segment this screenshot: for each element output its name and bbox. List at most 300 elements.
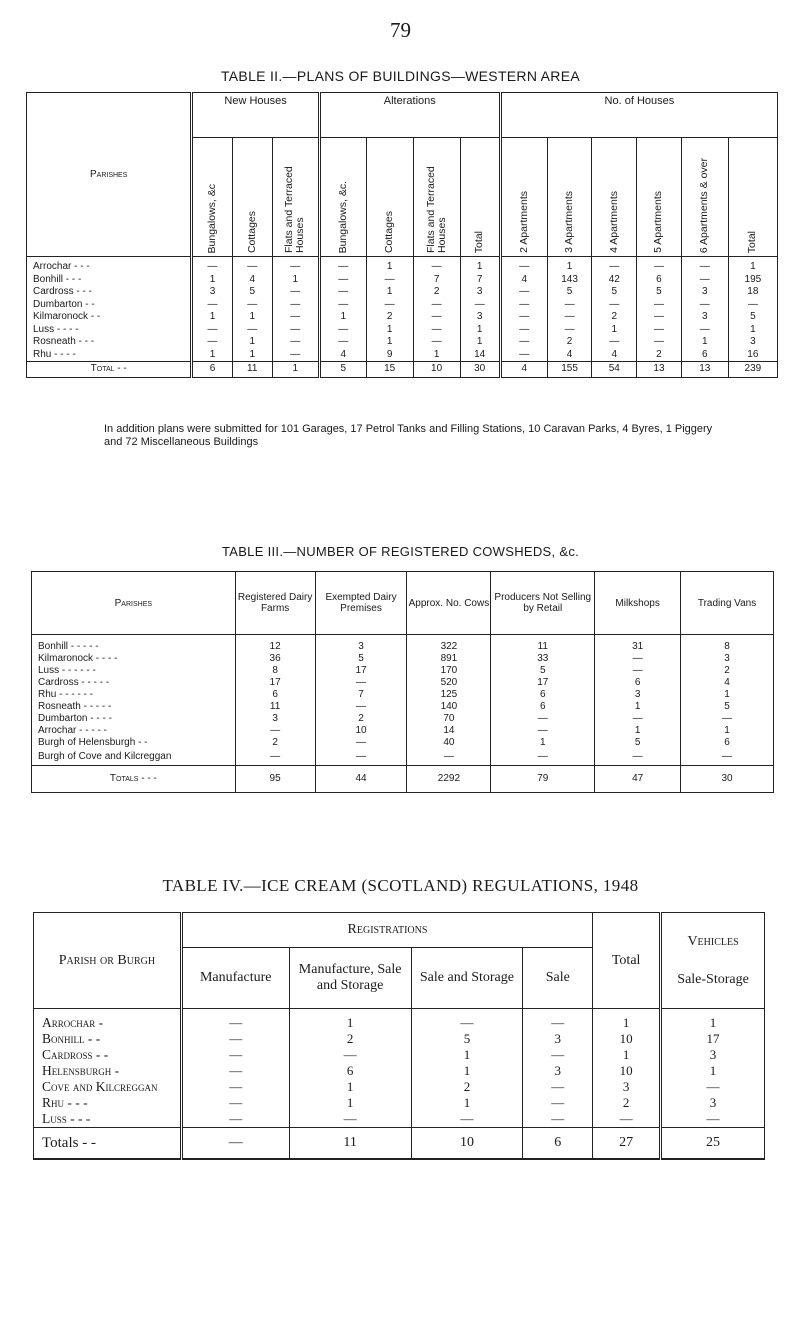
- table-cell: 2: [366, 311, 413, 324]
- t4-header-total: Total: [593, 913, 661, 1009]
- table-row: [34, 1047, 765, 1063]
- table-cell: 42: [592, 274, 637, 287]
- table-cell: —: [500, 286, 547, 299]
- table-cell: 7: [413, 274, 460, 287]
- table-cell: 1: [366, 286, 413, 299]
- total-label: Totals - - -: [32, 766, 236, 793]
- table-cell: 10: [315, 725, 407, 737]
- table-cell: —: [681, 274, 728, 287]
- table-cell: —: [272, 311, 319, 324]
- table-cell: —: [315, 677, 407, 689]
- table4: [33, 912, 765, 1160]
- row-label: Kilmaronock - - - -: [32, 653, 236, 665]
- table-cell: 3: [681, 653, 774, 665]
- table-cell: 1: [593, 1009, 661, 1032]
- table-cell: 5: [681, 701, 774, 713]
- t3-header-registered: Registered Dairy Farms: [235, 572, 315, 635]
- table-cell: 14: [407, 725, 491, 737]
- table-cell: 11: [235, 701, 315, 713]
- table-cell: —: [500, 311, 547, 324]
- t3-header-exempted: Exempted Dairy Premises: [315, 572, 407, 635]
- table2: [26, 92, 778, 378]
- table-cell: —: [547, 299, 592, 312]
- table-cell: —: [491, 713, 595, 725]
- table-cell: 1: [232, 349, 272, 362]
- t4-header-mss: Manufacture, Sale and Storage: [289, 948, 411, 1009]
- table-cell: —: [232, 299, 272, 312]
- row-label: Rhu - - - -: [27, 349, 192, 362]
- row-label: Arrochar -: [34, 1009, 182, 1032]
- table-cell: 4: [500, 274, 547, 287]
- table-cell: 3: [661, 1047, 765, 1063]
- total-cell: 47: [595, 766, 681, 793]
- col-nh-bungalows: Bungalows, &c: [206, 183, 218, 253]
- table-cell: 1: [460, 336, 500, 349]
- table-row: [32, 689, 774, 701]
- table-cell: 2: [235, 737, 315, 749]
- table-cell: 5: [411, 1031, 523, 1047]
- table-cell: 322: [407, 635, 491, 654]
- table-cell: —: [661, 1079, 765, 1095]
- table-cell: 10: [593, 1063, 661, 1079]
- table-cell: 3: [315, 635, 407, 654]
- total-cell: 95: [235, 766, 315, 793]
- table-cell: 70: [407, 713, 491, 725]
- total-cell: 155: [547, 362, 592, 378]
- table-cell: —: [523, 1111, 593, 1128]
- table-cell: 520: [407, 677, 491, 689]
- table-cell: 5: [232, 286, 272, 299]
- table-cell: 6: [491, 689, 595, 701]
- table-cell: —: [413, 311, 460, 324]
- table-cell: —: [315, 737, 407, 749]
- table-cell: 3: [728, 336, 777, 349]
- table-cell: —: [319, 274, 366, 287]
- parishes-header: Parishes: [27, 93, 192, 257]
- table-cell: 5: [637, 286, 682, 299]
- table-cell: 36: [235, 653, 315, 665]
- table-cell: —: [500, 257, 547, 274]
- t4-header-parish: Parish or Burgh: [34, 913, 182, 1009]
- table-cell: 2: [289, 1031, 411, 1047]
- table-cell: —: [181, 1009, 289, 1032]
- table-cell: 2: [681, 665, 774, 677]
- t4-vehicles-label: Vehicles: [687, 933, 739, 949]
- table-cell: 5: [315, 653, 407, 665]
- table-cell: —: [192, 299, 232, 312]
- t3-header-cows: Approx. No. Cows: [407, 572, 491, 635]
- no-of-houses-header: No. of Houses: [500, 93, 777, 138]
- table-cell: —: [272, 324, 319, 337]
- table-cell: 17: [661, 1031, 765, 1047]
- table-row: [27, 349, 778, 362]
- row-label: Kilmaronock - -: [27, 311, 192, 324]
- table-cell: —: [366, 299, 413, 312]
- table-cell: —: [272, 257, 319, 274]
- table-cell: —: [681, 713, 774, 725]
- table-cell: —: [728, 299, 777, 312]
- table-cell: 4: [319, 349, 366, 362]
- table-cell: 3: [593, 1079, 661, 1095]
- table-cell: —: [681, 749, 774, 766]
- t3-header-milkshops: Milkshops: [595, 572, 681, 635]
- table-cell: —: [593, 1111, 661, 1128]
- table-cell: 6: [637, 274, 682, 287]
- col-nh-cottages: Cottages: [245, 210, 258, 253]
- table-cell: —: [289, 1111, 411, 1128]
- col-h-3: 3 Apartments: [563, 191, 576, 253]
- row-label: Bonhill - -: [34, 1031, 182, 1047]
- t3-header-producers: Producers Not Selling by Retail: [491, 572, 595, 635]
- row-label: Rosneath - - -: [27, 336, 192, 349]
- new-houses-header: New Houses: [192, 93, 319, 138]
- table-cell: —: [181, 1063, 289, 1079]
- table-cell: 195: [728, 274, 777, 287]
- table-cell: 1: [460, 257, 500, 274]
- table-cell: 9: [366, 349, 413, 362]
- table-cell: —: [637, 311, 682, 324]
- table-row: [34, 1095, 765, 1111]
- table-cell: 17: [315, 665, 407, 677]
- table-cell: —: [366, 274, 413, 287]
- table-cell: —: [595, 653, 681, 665]
- total-cell: 5: [319, 362, 366, 378]
- table-cell: —: [181, 1047, 289, 1063]
- table-row: [32, 677, 774, 689]
- t4-header-sale: Sale: [523, 948, 593, 1009]
- table-row: [32, 713, 774, 725]
- table-cell: 1: [460, 324, 500, 337]
- total-cell: 11: [232, 362, 272, 378]
- table-cell: —: [637, 336, 682, 349]
- row-label: Cove and Kilcreggan: [34, 1079, 182, 1095]
- total-cell: 4: [500, 362, 547, 378]
- table-cell: 3: [192, 286, 232, 299]
- row-label: Arrochar - - -: [27, 257, 192, 274]
- table-cell: —: [681, 257, 728, 274]
- table-cell: 1: [289, 1009, 411, 1032]
- row-label: Cardross - - - - -: [32, 677, 236, 689]
- table-cell: 7: [315, 689, 407, 701]
- table-row: [27, 257, 778, 274]
- table-row: [32, 653, 774, 665]
- table-cell: 1: [289, 1079, 411, 1095]
- table-cell: 1: [366, 257, 413, 274]
- table-row: [34, 1031, 765, 1047]
- total-cell: 30: [460, 362, 500, 378]
- table-cell: 7: [460, 274, 500, 287]
- table-cell: —: [181, 1111, 289, 1128]
- col-h-5: 5 Apartments: [652, 191, 665, 253]
- table-cell: 2: [637, 349, 682, 362]
- table-cell: 1: [192, 349, 232, 362]
- table-row: [34, 1111, 765, 1128]
- total-cell: 239: [728, 362, 777, 378]
- table-cell: 6: [681, 349, 728, 362]
- table-cell: 2: [547, 336, 592, 349]
- table-cell: 1: [366, 336, 413, 349]
- table-row: [27, 324, 778, 337]
- row-label: Bonhill - - - - -: [32, 635, 236, 654]
- table-row: [34, 1079, 765, 1095]
- table-row: [34, 1063, 765, 1079]
- table-cell: —: [411, 1111, 523, 1128]
- t4-header-sale-storage: Sale and Storage: [411, 948, 523, 1009]
- row-label: Rhu - - -: [34, 1095, 182, 1111]
- table2-note: In addition plans were submitted for 101 Garages, 17 Petrol Tanks and Filling Stations, 10 Caravan Parks, 4 Byres, 1 Piggery and 72 Miscellaneous Buildings: [104, 423, 713, 448]
- table-cell: 1: [592, 324, 637, 337]
- table-cell: 1: [491, 737, 595, 749]
- total-cell: 30: [681, 766, 774, 793]
- table-cell: 10: [593, 1031, 661, 1047]
- table-cell: —: [637, 299, 682, 312]
- table-cell: 1: [272, 274, 319, 287]
- table-cell: —: [272, 299, 319, 312]
- table-cell: 1: [411, 1095, 523, 1111]
- table-cell: 1: [728, 257, 777, 274]
- table-cell: 1: [661, 1009, 765, 1032]
- row-label: Burgh of Helensburgh - -: [32, 737, 236, 749]
- t4-header-manufacture: Manufacture: [181, 948, 289, 1009]
- table-cell: 12: [235, 635, 315, 654]
- table-cell: 3: [681, 311, 728, 324]
- table-cell: —: [523, 1079, 593, 1095]
- table-cell: 891: [407, 653, 491, 665]
- table-cell: —: [500, 336, 547, 349]
- table-cell: —: [500, 299, 547, 312]
- total-cell: 44: [315, 766, 407, 793]
- table3: [31, 571, 774, 793]
- row-label: Luss - - - -: [27, 324, 192, 337]
- table-cell: 1: [232, 311, 272, 324]
- table-cell: 5: [491, 665, 595, 677]
- table-cell: —: [407, 749, 491, 766]
- total-cell: 13: [681, 362, 728, 378]
- table-cell: 143: [547, 274, 592, 287]
- col-al-flats: Flats and Terraced Houses: [424, 166, 448, 253]
- table-cell: 17: [235, 677, 315, 689]
- table-cell: 2: [315, 713, 407, 725]
- table2-body: [27, 257, 778, 378]
- table-row: [34, 1009, 765, 1032]
- table-cell: 1: [192, 311, 232, 324]
- table-cell: 2: [411, 1079, 523, 1095]
- table-cell: 5: [547, 286, 592, 299]
- table-cell: —: [181, 1095, 289, 1111]
- table-cell: —: [500, 324, 547, 337]
- table-cell: —: [192, 336, 232, 349]
- table-cell: 8: [681, 635, 774, 654]
- table-cell: 1: [411, 1063, 523, 1079]
- table-row: [27, 336, 778, 349]
- table-cell: 1: [681, 689, 774, 701]
- row-label: Luss - - -: [34, 1111, 182, 1128]
- total-cell: 2292: [407, 766, 491, 793]
- col-h-2: 2 Apartments: [517, 191, 530, 253]
- table4-body: [34, 1009, 765, 1160]
- table-cell: —: [181, 1079, 289, 1095]
- table-cell: —: [592, 299, 637, 312]
- total-cell: 79: [491, 766, 595, 793]
- table-cell: —: [319, 336, 366, 349]
- table-cell: 140: [407, 701, 491, 713]
- table-cell: 4: [592, 349, 637, 362]
- table3-title: TABLE III.—NUMBER OF REGISTERED COWSHEDS, &c.: [221, 544, 580, 559]
- table-cell: —: [192, 324, 232, 337]
- table-cell: —: [272, 336, 319, 349]
- total-label: Total - -: [27, 362, 192, 378]
- table-cell: —: [500, 349, 547, 362]
- table-cell: —: [272, 349, 319, 362]
- table-cell: 1: [547, 257, 592, 274]
- table-cell: —: [637, 257, 682, 274]
- table-cell: —: [235, 749, 315, 766]
- table-cell: 3: [523, 1063, 593, 1079]
- total-cell: 27: [593, 1128, 661, 1160]
- table-cell: —: [272, 286, 319, 299]
- table-row: [32, 635, 774, 654]
- total-cell: 1: [272, 362, 319, 378]
- row-label: Luss - - - - - -: [32, 665, 236, 677]
- total-cell: 6: [523, 1128, 593, 1160]
- table-cell: 17: [491, 677, 595, 689]
- table-cell: —: [411, 1009, 523, 1032]
- table-cell: 6: [595, 677, 681, 689]
- table-cell: 1: [366, 324, 413, 337]
- row-label: Arrochar - - - - -: [32, 725, 236, 737]
- total-cell: 13: [637, 362, 682, 378]
- table-cell: —: [592, 336, 637, 349]
- table-cell: —: [547, 324, 592, 337]
- table-row: [32, 749, 774, 766]
- table-cell: —: [315, 701, 407, 713]
- total-cell: 6: [192, 362, 232, 378]
- table-cell: 5: [595, 737, 681, 749]
- table-cell: 40: [407, 737, 491, 749]
- table-cell: —: [523, 1047, 593, 1063]
- row-label: Burgh of Cove and Kilcreggan: [32, 749, 236, 766]
- table-cell: 1: [232, 336, 272, 349]
- row-label: Cardross - -: [34, 1047, 182, 1063]
- table-cell: —: [315, 749, 407, 766]
- table-cell: 1: [595, 725, 681, 737]
- table-cell: —: [413, 257, 460, 274]
- total-row: [27, 362, 778, 378]
- table-cell: 1: [319, 311, 366, 324]
- table-cell: 3: [595, 689, 681, 701]
- col-al-total: Total: [473, 230, 486, 253]
- t4-header-registrations: Registrations: [181, 913, 592, 948]
- table-cell: 1: [681, 725, 774, 737]
- t3-header-parishes: Parishes: [32, 572, 236, 635]
- col-h-6: 6 Apartments & over: [698, 157, 711, 253]
- row-label: Bonhill - - -: [27, 274, 192, 287]
- table-row: [27, 286, 778, 299]
- table-cell: 31: [595, 635, 681, 654]
- table-cell: —: [681, 299, 728, 312]
- table-cell: 1: [595, 701, 681, 713]
- table-cell: 1: [681, 336, 728, 349]
- table-cell: —: [181, 1031, 289, 1047]
- table-cell: —: [319, 299, 366, 312]
- table-row: [32, 725, 774, 737]
- table-cell: 4: [547, 349, 592, 362]
- table-cell: 2: [593, 1095, 661, 1111]
- col-al-cottages: Cottages: [383, 210, 396, 253]
- table4-title: TABLE IV.—ICE CREAM (SCOTLAND) REGULATIONS, 1948: [162, 876, 639, 895]
- table-cell: —: [413, 324, 460, 337]
- table-row: [32, 737, 774, 749]
- total-cell: 15: [366, 362, 413, 378]
- table-cell: 11: [491, 635, 595, 654]
- table-cell: —: [523, 1095, 593, 1111]
- table-cell: —: [413, 299, 460, 312]
- table-cell: 5: [728, 311, 777, 324]
- row-label: Rhu - - - - - -: [32, 689, 236, 701]
- row-label: Dumbarton - -: [27, 299, 192, 312]
- table-cell: 16: [728, 349, 777, 362]
- table-cell: —: [637, 324, 682, 337]
- total-cell: 54: [592, 362, 637, 378]
- table-cell: 6: [681, 737, 774, 749]
- total-cell: 10: [413, 362, 460, 378]
- table-row: [27, 311, 778, 324]
- t3-header-vans: Trading Vans: [681, 572, 774, 635]
- table-cell: —: [681, 324, 728, 337]
- table-cell: 6: [235, 689, 315, 701]
- col-h-4: 4 Apartments: [607, 191, 620, 253]
- table-cell: —: [235, 725, 315, 737]
- table-cell: 1: [728, 324, 777, 337]
- table-cell: 5: [592, 286, 637, 299]
- row-label: Dumbarton - - - -: [32, 713, 236, 725]
- table-cell: 1: [411, 1047, 523, 1063]
- total-label: Totals - -: [34, 1128, 182, 1160]
- table-cell: 6: [491, 701, 595, 713]
- table-cell: —: [413, 336, 460, 349]
- row-label: Cardross - - -: [27, 286, 192, 299]
- page-number: 79: [390, 18, 411, 42]
- col-h-total: Total: [746, 230, 759, 253]
- table-row: [27, 299, 778, 312]
- table-cell: —: [595, 665, 681, 677]
- table-cell: —: [491, 749, 595, 766]
- table-cell: 14: [460, 349, 500, 362]
- table-cell: 4: [681, 677, 774, 689]
- table-cell: 4: [232, 274, 272, 287]
- col-al-bungalows: Bungalows, &c.: [336, 180, 349, 253]
- table-cell: 3: [681, 286, 728, 299]
- table-cell: —: [491, 725, 595, 737]
- table-cell: 3: [460, 311, 500, 324]
- row-label: Rosneath - - - - -: [32, 701, 236, 713]
- total-cell: 25: [661, 1128, 765, 1160]
- table-cell: —: [232, 257, 272, 274]
- table-cell: —: [595, 713, 681, 725]
- table-cell: 1: [661, 1063, 765, 1079]
- table-cell: 3: [661, 1095, 765, 1111]
- table-cell: 1: [289, 1095, 411, 1111]
- table-cell: —: [232, 324, 272, 337]
- t4-vehicles-sub: Sale-Storage: [677, 971, 749, 987]
- table-cell: —: [661, 1111, 765, 1128]
- row-label: Helensburgh -: [34, 1063, 182, 1079]
- table-cell: 3: [460, 286, 500, 299]
- table-cell: 3: [523, 1031, 593, 1047]
- table-cell: —: [523, 1009, 593, 1032]
- table2-title: TABLE II.—PLANS OF BUILDINGS—WESTERN AREA: [220, 68, 580, 84]
- table-cell: —: [547, 311, 592, 324]
